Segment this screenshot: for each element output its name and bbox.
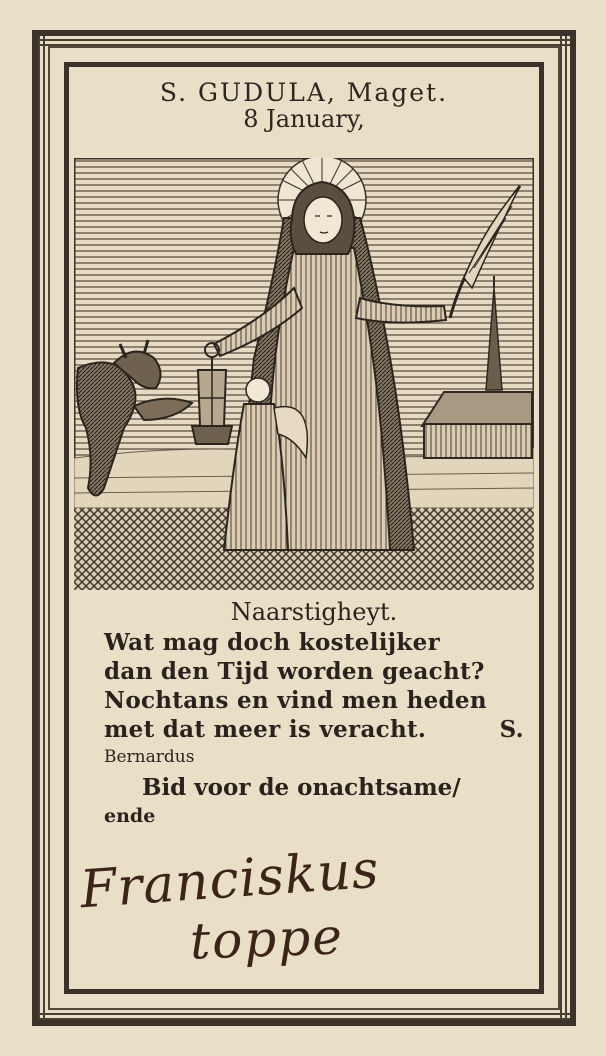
handwriting-line: toppe [189,907,345,971]
attribution: Bernardus [104,747,195,767]
prayer-text [104,774,524,830]
prayer-line: ende [104,805,156,827]
prayer-line: Bid voor de onachtsame/ [142,774,461,801]
saint-gudula-engraving [74,158,534,590]
verse-line-text: met dat meer is veracht. [104,716,427,743]
verse-line: Wat mag doch kostelijker [104,629,441,656]
verse-line-end: S. [499,716,524,743]
virtue-heading: Naarstigheyt. [230,598,398,626]
verse-line [104,715,524,744]
handwriting-line: Franciskus [78,839,382,921]
saint-title: S. GUDULA, Maget. [159,78,449,107]
text-block [104,598,524,830]
verse-line: Nochtans en vind men heden [104,687,487,714]
handwritten-signature [70,840,540,990]
saint-head [291,182,355,254]
verse-line: dan den Tijd worden geacht? [104,658,485,685]
feast-date: 8 January, [243,105,365,133]
title-block [74,78,534,133]
